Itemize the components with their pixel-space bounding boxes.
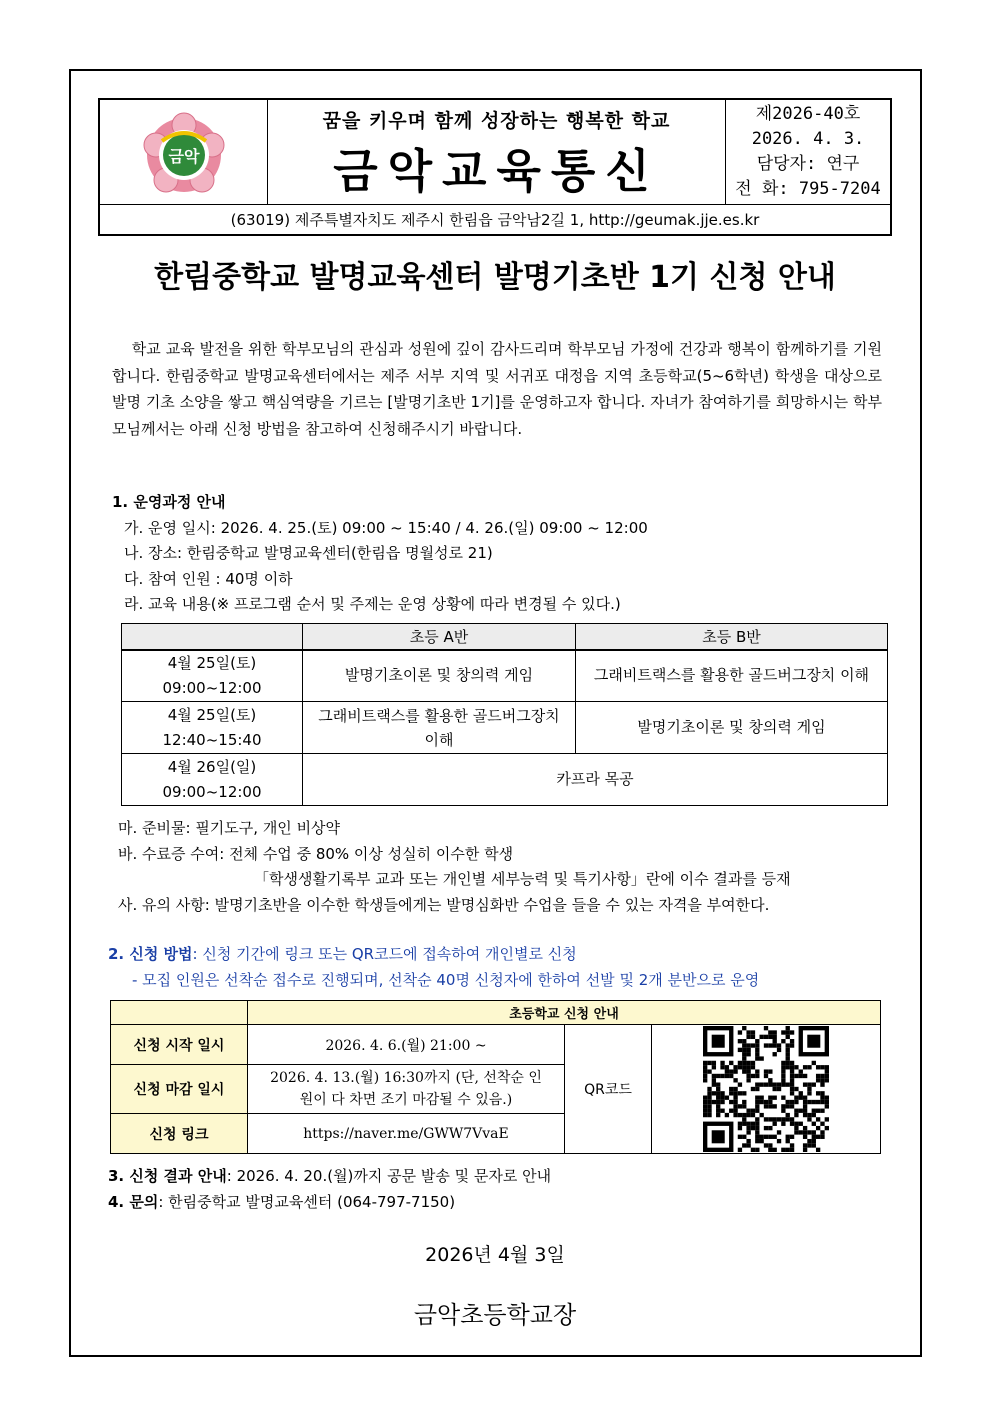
table-row: 4월 26일(일) 09:00~12:00 카프라 목공 [122, 754, 888, 806]
section-1-item: 라. 교육 내용(※ 프로그램 순서 및 주제는 운영 상황에 따라 변경될 수 있다.) [124, 595, 621, 613]
newsletter-header [98, 98, 892, 236]
intro-paragraph: 학교 교육 발전을 위한 학부모님의 관심과 성원에 깊이 감사드리며 학부모님 가정에 건강과 행복이 함께하기를 기원합니다. 한림중학교 발명교육센터에서는 제주 서부 지역 및 서귀포 대정읍 지역 초등학교(5~6학년) 학생을 대상으로 발명 기초 소양을 쌓고 핵심역량을 기르는 [발명기초반 1기]를 운영하고자 합니다. 자녀가 참여하기를 희망하시는 학부모님께서는 아래 신청 방법을 참고하여 신청해주시기 바랍니다. [112, 340, 882, 438]
logo-text: 금악 [168, 147, 200, 166]
school-logo [100, 100, 268, 204]
doc-manager: 담당자: 연구 [756, 154, 860, 174]
link-label: 신청 링크 [111, 1114, 248, 1154]
doc-number: 제2026-40호 [755, 104, 861, 124]
section-1-extra [118, 816, 888, 918]
section-1-item: 마. 준비물: 필기도구, 개인 비상약 [118, 819, 341, 837]
section-2-heading: 2. 신청 방법 [108, 945, 193, 963]
application-table [110, 1000, 881, 1154]
document-title: 한림중학교 발명교육센터 발명기초반 1기 신청 안내 [154, 260, 836, 295]
section-2-note: - 모집 인원은 선착순 접수로 진행되며, 선착순 40명 신청자에 한하여 선발 및 2개 분반으로 운영 [132, 970, 760, 989]
qr-label: QR코드 [565, 1025, 652, 1154]
section-3-4: 3. 신청 결과 안내: 2026. 4. 20.(월)까지 공문 발송 및 문자로 안내 4. 문의: 한림중학교 발명교육센터 (064-797-7150) [108, 1167, 552, 1211]
qr-code-image[interactable] [703, 1026, 829, 1152]
application-table-title: 초등학교 신청 안내 [248, 1001, 881, 1025]
section-2-text: : 신청 기간에 링크 또는 QR코드에 접속하여 개인별로 신청 [192, 945, 577, 963]
table-header: 초등 B반 [576, 624, 888, 650]
table-header [122, 624, 303, 650]
table-row: 4월 25일(토) 09:00~12:00 발명기초이론 및 창의력 게임 그래비트랙스를 활용한 골드버그장치 이해 [122, 650, 888, 702]
signature: 금악초등학교장 [413, 1301, 577, 1329]
doc-phone: 전 화: 795-7204 [735, 179, 881, 199]
section-1-item: 다. 참여 인원 : 40명 이하 [124, 569, 293, 588]
section-3-heading: 3. 신청 결과 안내 [108, 1167, 227, 1185]
start-value: 2026. 4. 6.(월) 21:00 ~ [248, 1025, 565, 1065]
table-header: 초등 A반 [303, 624, 576, 650]
section-1-item: 가. 운영 일시: 2026. 4. 25.(토) 09:00 ~ 15:40 / 4. 26.(일) 09:00 ~ 12:00 [124, 518, 648, 537]
section-1-item: 나. 장소: 한림중학교 발명교육센터(한림읍 명월성로 21) [124, 544, 493, 562]
section-1-item: 「학생생활기록부 교과 또는 개인별 세부능력 및 특기사항」란에 이수 결과를 등재 [254, 870, 791, 888]
school-slogan: 꿈을 키우며 함께 성장하는 행복한 학교 [322, 110, 671, 132]
school-address: (63019) 제주특별자치도 제주시 한림읍 금악남2길 1, http://geumak.jje.es.kr [100, 204, 890, 234]
application-link[interactable]: https://naver.me/GWW7VvaE [248, 1114, 565, 1154]
issue-date: 2026년 4월 3일 [425, 1244, 565, 1266]
section-4-heading: 4. 문의 [108, 1192, 159, 1211]
end-value: 2026. 4. 13.(월) 16:30까지 (단, 선착순 인원이 다 차면 조기 마감될 수 있음.) [248, 1065, 565, 1114]
section-1-heading: 1. 운영과정 안내 [112, 493, 226, 511]
start-label: 신청 시작 일시 [111, 1025, 248, 1065]
section-1 [112, 490, 648, 618]
table-row: 4월 25일(토) 12:40~15:40 그래비트랙스를 활용한 골드버그장치 이해 발명기초이론 및 창의력 게임 [122, 702, 888, 754]
end-label: 신청 마감 일시 [111, 1065, 248, 1114]
qr-code[interactable] [652, 1025, 881, 1154]
section-2 [108, 942, 888, 993]
section-1-item: 바. 수료증 수여: 전체 수업 중 80% 이상 성실히 이수한 학생 [118, 844, 514, 863]
doc-date: 2026. 4. 3. [751, 129, 865, 149]
newsletter-title: 금악교육통신 [333, 144, 660, 198]
program-table [121, 623, 888, 806]
section-1-item: 사. 유의 사항: 발명기초반을 이수한 학생들에게는 발명심화반 수업을 들을 수 있는 자격을 부여한다. [118, 895, 770, 914]
